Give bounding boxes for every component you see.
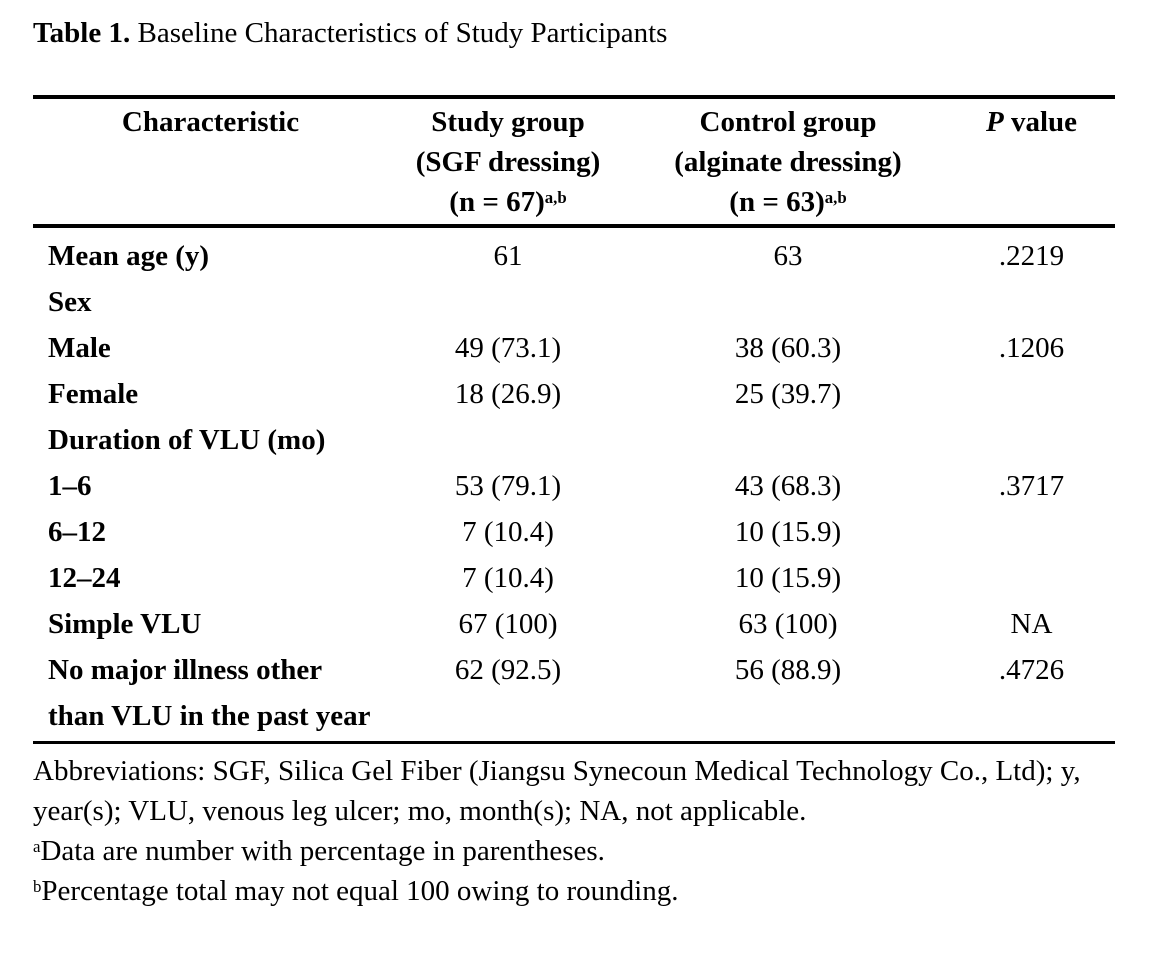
study-value: 53 (79.1)	[454, 470, 562, 502]
p-value	[948, 417, 1115, 463]
table-row	[33, 325, 1115, 371]
table-title	[33, 13, 1115, 53]
row-label: Duration of VLU (mo)	[48, 424, 326, 456]
control-value	[628, 279, 948, 325]
table-body	[33, 226, 1115, 743]
header-control-line1: Control group	[699, 106, 877, 138]
table-row	[33, 601, 1115, 647]
control-value	[628, 417, 948, 463]
table-row	[33, 509, 1115, 555]
footnote-a-marker: a	[33, 837, 41, 857]
control-value: 38 (60.3)	[734, 332, 842, 364]
header-p-value	[948, 97, 1115, 226]
table-title-label: Table 1.	[33, 17, 131, 49]
footnote-a	[33, 831, 1115, 871]
table-row	[33, 226, 1115, 279]
table-row	[33, 463, 1115, 509]
header-control-line2: (alginate dressing)	[674, 146, 902, 178]
table-row	[33, 279, 1115, 325]
control-value: 10 (15.9)	[734, 516, 842, 548]
control-value: 10 (15.9)	[734, 562, 842, 594]
table-row	[33, 647, 1115, 743]
row-label: Female	[48, 378, 139, 410]
header-control-line3	[628, 182, 948, 222]
footnote-b	[33, 871, 1115, 911]
baseline-characteristics-table	[33, 95, 1115, 744]
p-value	[948, 279, 1115, 325]
study-value: 7 (10.4)	[462, 562, 554, 594]
table-row	[33, 555, 1115, 601]
study-value: 62 (92.5)	[454, 654, 562, 686]
header-characteristic: Characteristic	[33, 97, 388, 226]
study-value: 7 (10.4)	[462, 516, 554, 548]
study-value: 67 (100)	[458, 608, 558, 640]
header-study-line2: (SGF dressing)	[415, 146, 601, 178]
table-title-text: Baseline Characteristics of Study Participants	[137, 17, 668, 49]
footnote-abbreviations: Abbreviations: SGF, Silica Gel Fiber (Jiangsu Synecoun Medical Technology Co., Ltd); y, year(s); VLU, venous leg ulcer; mo, month(s); NA, not applicable.	[33, 755, 1081, 827]
header-control-n: (n = 63)	[729, 186, 825, 218]
p-value: .1206	[998, 332, 1065, 364]
header-control-footnote-marker: a,b	[824, 188, 847, 208]
table-row	[33, 417, 1115, 463]
row-label: Male	[48, 332, 111, 364]
p-value	[948, 371, 1115, 417]
study-value: 61	[493, 240, 523, 272]
control-value: 63 (100)	[738, 608, 838, 640]
p-value	[948, 509, 1115, 555]
header-study-line1: Study group	[431, 106, 585, 138]
header-p-italic: P	[985, 106, 1004, 138]
header-study-footnote-marker: a,b	[544, 188, 567, 208]
control-value: 25 (39.7)	[734, 378, 842, 410]
control-value: 43 (68.3)	[734, 470, 842, 502]
footnote-b-text: Percentage total may not equal 100 owing to rounding.	[41, 875, 679, 907]
row-label: No major illness other than VLU in the past year	[48, 654, 371, 732]
header-study-line3	[388, 182, 628, 222]
row-label: Mean age (y)	[48, 240, 210, 272]
p-value: .4726	[998, 654, 1065, 686]
footnote-a-text: Data are number with percentage in parentheses.	[40, 835, 605, 867]
header-row	[33, 97, 1115, 226]
table-header	[33, 97, 1115, 226]
study-value: 18 (26.9)	[454, 378, 562, 410]
study-value	[388, 279, 628, 325]
control-value: 56 (88.9)	[734, 654, 842, 686]
p-value: .3717	[998, 470, 1065, 502]
footnote-b-marker: b	[33, 877, 42, 897]
row-label: Simple VLU	[48, 608, 202, 640]
footnotes	[33, 751, 1115, 911]
control-value: 63	[773, 240, 803, 272]
row-label: 1–6	[48, 470, 92, 502]
row-label: Sex	[48, 286, 92, 318]
study-value	[388, 417, 628, 463]
p-value: .2219	[998, 240, 1065, 272]
row-label: 6–12	[48, 516, 106, 548]
row-label: 12–24	[48, 562, 121, 594]
header-p-rest: value	[1003, 106, 1078, 138]
p-value	[948, 555, 1115, 601]
header-control-group	[628, 97, 948, 226]
header-study-n: (n = 67)	[449, 186, 545, 218]
header-study-group	[388, 97, 628, 226]
study-value: 49 (73.1)	[454, 332, 562, 364]
p-value: NA	[1010, 608, 1053, 640]
table-row	[33, 371, 1115, 417]
